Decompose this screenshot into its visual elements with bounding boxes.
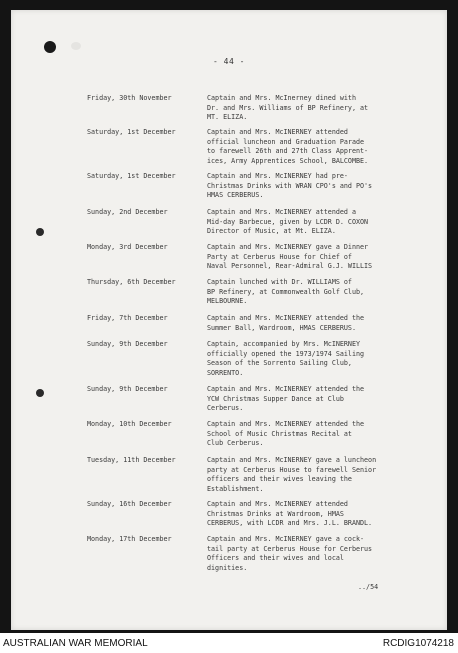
- entry-date: Monday, 3rd December: [87, 243, 168, 251]
- entry-text: Captain and Mrs. McINERNEY attended the School of Music Christmas Recital at Club Cerberus.: [207, 420, 365, 448]
- entry-text: Captain and Mrs. McINERNEY had pre- Christmas Drinks with WRAN CPO's and PO's HMAS CERBERUS.: [207, 172, 373, 200]
- entry-text: Captain and Mrs. McINERNEY attended Christmas Drinks at Wardroom, HMAS CERBERUS, with LCDR and Mrs. J.L. BRANDL.: [207, 500, 373, 528]
- entry-text: Captain and Mrs. McINERNEY attended a Mid-day Barbecue, given by LCDR D. COXON Director of Music, at Mt. ELIZA.: [207, 208, 369, 236]
- entry-date: Saturday, 1st December: [87, 172, 176, 180]
- entry-date: Sunday, 16th December: [87, 500, 172, 508]
- document-page: [11, 10, 447, 630]
- paper-mark: [71, 42, 81, 50]
- archive-footer: [0, 633, 458, 653]
- entry-text: Captain and Mrs. McINERNEY attended official luncheon and Graduation Parade to farewell 26th and 27th Class Apprent- ices, Army Apprentices School, BALCOMBE.: [207, 128, 369, 165]
- entry-text: Captain and Mrs. McINERNEY gave a luncheon party at Cerberus House to farewell Senior officers and their wives leaving the Establishment.: [207, 456, 377, 493]
- page-number: - 44 -: [213, 57, 245, 66]
- entry-date: Thursday, 6th December: [87, 278, 176, 286]
- punch-hole: [36, 389, 44, 397]
- entry-text: Captain lunched with Dr. WILLIAMS of BP Refinery, at Commonwealth Golf Club, MELBOURNE.: [207, 278, 365, 306]
- continuation-marker: ../54: [358, 583, 379, 591]
- entry-date: Friday, 30th November: [87, 94, 172, 102]
- entry-date: Friday, 7th December: [87, 314, 168, 322]
- entry-text: Captain and Mrs. McINERNEY attended the YCW Christmas Supper Dance at Club Cerberus.: [207, 385, 365, 413]
- entry-date: Tuesday, 11th December: [87, 456, 176, 464]
- entry-date: Sunday, 2nd December: [87, 208, 168, 216]
- entry-text: Captain and Mrs. McINERNEY gave a cock- tail party at Cerberus House for Cerberus Officers and their wives and local dignities.: [207, 535, 373, 572]
- record-id: RCDIG1074218: [382, 638, 454, 649]
- entry-date: Monday, 10th December: [87, 420, 172, 428]
- entry-text: Captain and Mrs. McINERNEY attended the Summer Ball, Wardroom, HMAS CERBERUS.: [207, 314, 365, 332]
- entry-date: Sunday, 9th December: [87, 385, 168, 393]
- entry-text: Captain, accompanied by Mrs. McINERNEY officially opened the 1973/1974 Sailing Season of the Sorrento Sailing Club, SORRENTO.: [207, 340, 365, 377]
- entry-date: Sunday, 9th December: [87, 340, 168, 348]
- entry-date: Monday, 17th December: [87, 535, 172, 543]
- punch-hole: [44, 41, 56, 53]
- punch-hole: [36, 228, 44, 236]
- entry-date: Saturday, 1st December: [87, 128, 176, 136]
- entry-text: Captain and Mrs. McInerney dined with Dr. and Mrs. Williams of BP Refinery, at MT. ELIZA.: [207, 94, 369, 122]
- entry-text: Captain and Mrs. McINERNEY gave a Dinner Party at Cerberus House for Chief of Naval Personnel, Rear-Admiral G.J. WILLIS: [207, 243, 373, 271]
- archive-name: AUSTRALIAN WAR MEMORIAL: [3, 638, 148, 649]
